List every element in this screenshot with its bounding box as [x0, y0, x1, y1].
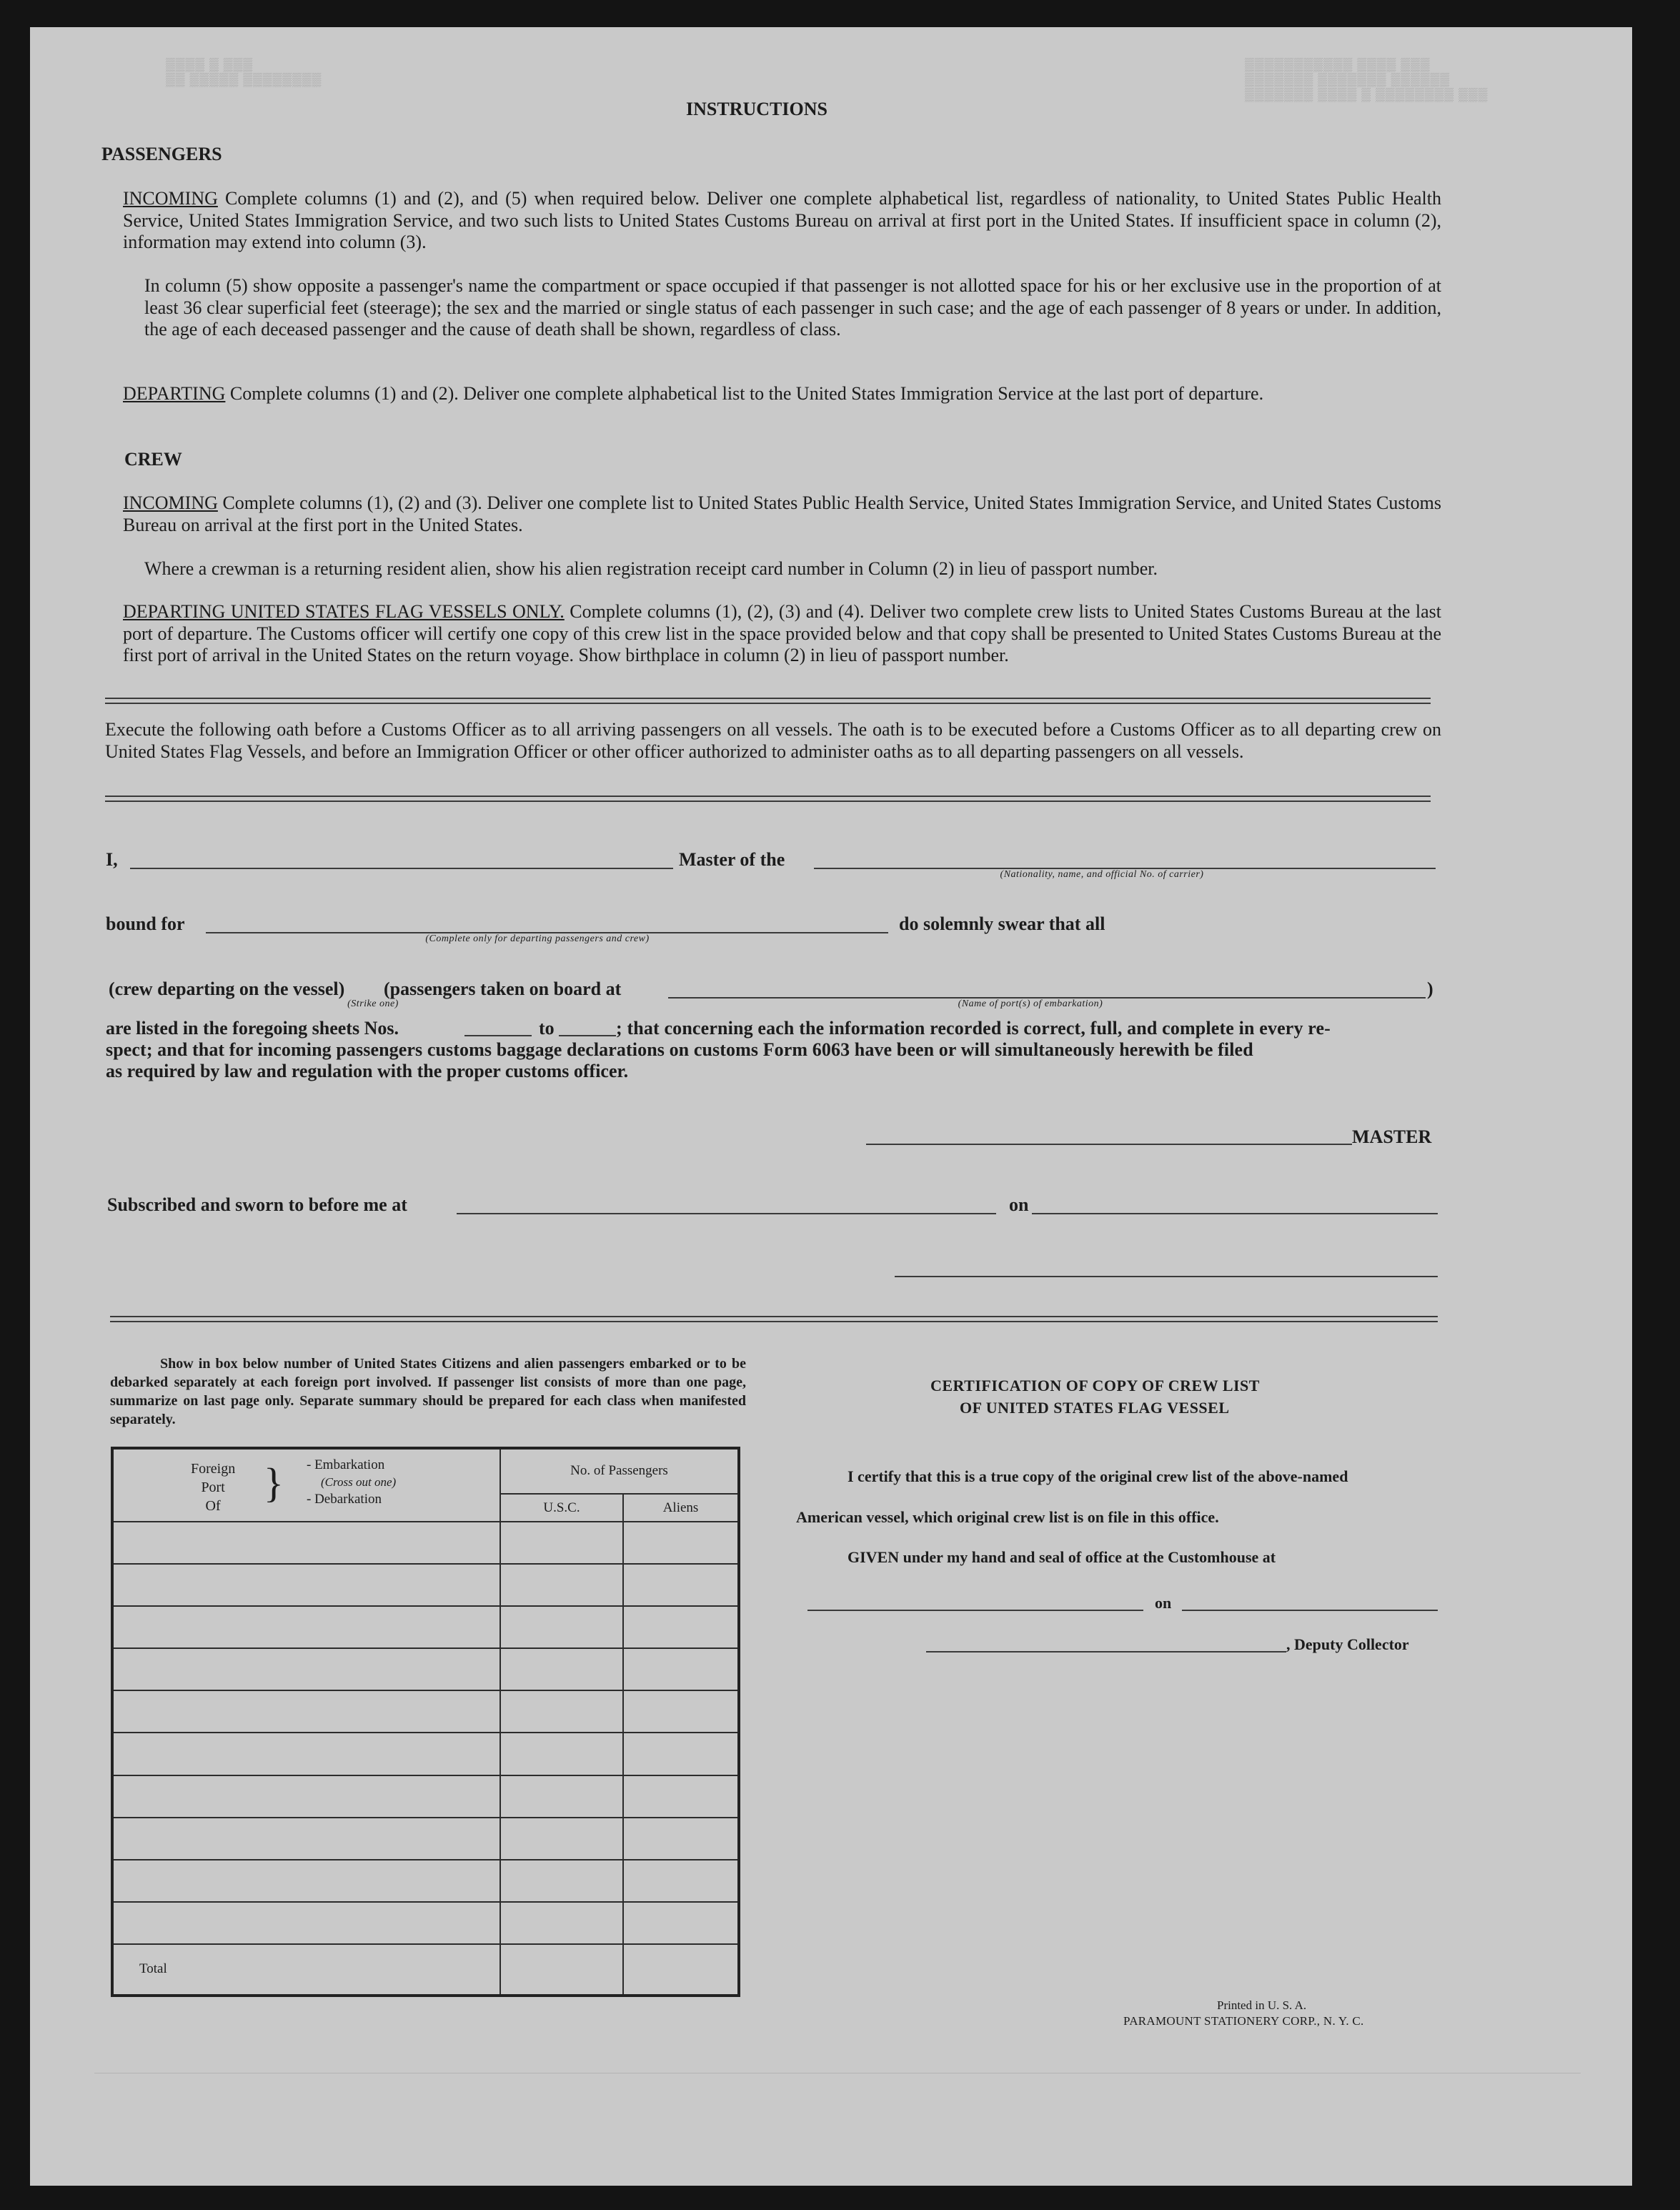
oath-i: I,	[106, 849, 118, 870]
passengers-taken-option: (passengers taken on board at	[384, 978, 622, 999]
certification-date-line[interactable]	[1182, 1610, 1438, 1611]
ports-caption: (Name of port(s) of embarkation)	[958, 999, 1103, 1009]
faint-stamp-left: ▒▒▒▒ ▒ ▒▒▒ ▒▒ ▒▒▒▒▒ ▒▒▒▒▒▒▒▒	[166, 57, 322, 86]
carrier-caption: (Nationality, name, and official No. of carrier)	[1000, 869, 1204, 880]
master-name-line[interactable]	[130, 868, 673, 869]
column5-paragraph: In column (5) show opposite a passenger's name the compartment or space occupied if that passenger is not allotted space for his or her exclusive use in the proportion of at least 36 clear superficial feet (steerage); the sex and the married or single status of each passenger in such case; and the age of each passenger of 8 years or under. In addition, the age of each deceased passenger and the cause of death shall be shown, regardless of class.	[144, 275, 1441, 340]
table-row[interactable]	[112, 1564, 739, 1606]
crew-heading: CREW	[124, 449, 182, 470]
listed-line-3: spect; and that for incoming passengers customs baggage declarations on customs Form 6063 have been or will simultaneously herewith be filed	[106, 1039, 1253, 1060]
deputy-collector-label: , Deputy Collector	[1286, 1635, 1409, 1653]
foreign-label: Foreign	[191, 1461, 236, 1477]
certification-text-2: American vessel, which original crew list is on file in this office.	[796, 1508, 1219, 1526]
passengers-departing-text: Complete columns (1) and (2). Deliver one complete alphabetical list to the United States Immigration Service at the last port of departure.	[229, 383, 1264, 404]
summary-instructions: Show in box below number of United States Citizens and alien passengers embarked or to be debarked separately at each foreign port involved. If passenger list consists of more than one page, summarize on last page only. Separate summary should be prepared for each class when manifested separately.	[110, 1356, 746, 1427]
crew-departing-paragraph	[123, 601, 1441, 667]
port-header-cell	[112, 1448, 500, 1522]
listed-line-2: ; that concerning each the information recorded is correct, full, and complete in every re-	[616, 1018, 1331, 1039]
usc-header: U.S.C.	[500, 1494, 623, 1522]
faint-stamp-right: ▒▒▒▒▒▒▒▒▒▒▒ ▒▒▒▒ ▒▒▒ ▒▒▒▒▒▒▒ ▒▒▒▒▒▒▒ ▒▒▒▒▒▒ ▒▒▒▒▒▒▒ ▒▒▒▒ ▒ ▒▒▒▒▒▒▒▒ ▒▒▒	[1245, 57, 1488, 101]
passengers-departing-paragraph	[123, 383, 1441, 405]
passengers-incoming-text: Complete columns (1) and (2), and (5) when required below. Deliver one complete alphabetical list, regardless of nationality, to United States Public Health Service, United States Immigration Service, and two such lists to United States Customs Bureau on arrival at first port in the United States. If insufficient space in column (2), information may extend into column (3).	[123, 188, 1441, 252]
officer-signature-line[interactable]	[895, 1276, 1438, 1277]
table-row[interactable]	[112, 1775, 739, 1818]
bound-caption: (Complete only for departing passengers and crew)	[425, 933, 650, 944]
debarkation-label: - Debarkation	[307, 1492, 382, 1507]
crew-incoming-label: INCOMING	[123, 492, 218, 513]
total-label: Total	[112, 1944, 500, 1996]
subscribed-label: Subscribed and sworn to before me at	[107, 1194, 407, 1215]
aliens-header: Aliens	[623, 1494, 739, 1522]
divider-top	[105, 698, 1431, 704]
table-row[interactable]	[112, 1522, 739, 1564]
sworn-on-label: on	[1009, 1194, 1029, 1215]
of-label: Of	[205, 1498, 221, 1515]
crew-departing-option: (crew departing on the vessel)	[109, 978, 345, 999]
table-row[interactable]	[112, 1733, 739, 1775]
certification-text-1: I certify that this is a true copy of the original crew list of the above-named	[848, 1467, 1348, 1485]
table-row[interactable]	[112, 1690, 739, 1733]
oath-intro: Execute the following oath before a Customs Officer as to all arriving passengers on all vessels. The oath is to be executed before a Customs Officer as to all departing crew on United States Flag Vessels, and before an Immigration Officer or other officer authorized to administer oaths as to all departing passengers on all vessels.	[105, 719, 1441, 762]
master-of-the-label: Master of the	[679, 849, 785, 870]
passenger-summary-table	[111, 1447, 740, 1997]
swear-label: do solemnly swear that all	[899, 913, 1105, 934]
listed-to-label: to	[539, 1018, 555, 1039]
deputy-collector-line[interactable]	[926, 1651, 1286, 1652]
certification-title-1: CERTIFICATION OF COPY OF CREW LIST	[930, 1377, 1260, 1394]
sworn-date-line[interactable]	[1032, 1213, 1438, 1214]
sworn-at-line[interactable]	[457, 1213, 996, 1214]
passengers-departing-label: DEPARTING	[123, 383, 226, 404]
certification-title-2: OF UNITED STATES FLAG VESSEL	[960, 1399, 1230, 1417]
certification-on: on	[1155, 1594, 1172, 1612]
crew-alien-paragraph: Where a crewman is a returning resident alien, show his alien registration receipt card number in Column (2) in lieu of passport number.	[144, 558, 1158, 579]
cross-out-label: (Cross out one)	[321, 1475, 397, 1490]
bound-for-label: bound for	[106, 913, 185, 934]
divider-bottom	[110, 1316, 1438, 1322]
passengers-heading: PASSENGERS	[101, 144, 222, 164]
no-of-passengers-header: No. of Passengers	[500, 1448, 739, 1494]
listed-line-4: as required by law and regulation with the proper customs officer.	[106, 1061, 629, 1081]
total-row[interactable]	[112, 1944, 739, 1996]
divider-oath	[105, 796, 1431, 802]
listed-sheets-label: are listed in the foregoing sheets Nos.	[106, 1018, 399, 1039]
passengers-incoming-label: INCOMING	[123, 188, 218, 209]
table-row[interactable]	[112, 1606, 739, 1648]
table-row[interactable]	[112, 1860, 739, 1902]
port-label: Port	[201, 1480, 225, 1496]
form-page	[30, 27, 1632, 2186]
table-row[interactable]	[112, 1818, 739, 1860]
sheet-from-line[interactable]	[464, 1035, 532, 1036]
embarkation-label: - Embarkation	[307, 1457, 385, 1473]
crew-departing-text: Complete columns (1), (2), (3) and (4). Deliver two complete crew lists to United States Customs Bureau at the last port of departure. The Customs officer will certify one copy of this crew list in the space provided below and that copy shall be presented to United States Customs Bureau at the first port of arrival in the United States on the return voyage. Show birthplace in column (2) in lieu of passport number.	[123, 601, 1442, 665]
table-row[interactable]	[112, 1648, 739, 1690]
crew-departing-label: DEPARTING UNITED STATES FLAG VESSELS ONLY.	[123, 601, 565, 622]
close-paren: )	[1427, 978, 1433, 999]
certification-given: GIVEN under my hand and seal of office at the Customhouse at	[848, 1548, 1276, 1566]
crew-incoming-text: Complete columns (1), (2) and (3). Deliver one complete list to United States Public Health Service, United States Immigration Service, and United States Customs Bureau on arrival at the first port in the United States.	[123, 492, 1442, 535]
printed-in-usa: Printed in U. S. A.	[1217, 1998, 1307, 2012]
master-label: MASTER	[1352, 1126, 1432, 1147]
page-title: INSTRUCTIONS	[686, 99, 827, 119]
passengers-incoming-paragraph	[123, 188, 1441, 254]
strike-caption: (Strike one)	[347, 999, 399, 1009]
brace-icon: }	[264, 1460, 284, 1507]
customhouse-line[interactable]	[807, 1610, 1143, 1611]
printer-name: PARAMOUNT STATIONERY CORP., N. Y. C.	[1123, 2014, 1364, 2028]
table-row[interactable]	[112, 1902, 739, 1944]
sheet-to-line[interactable]	[559, 1035, 616, 1036]
crew-incoming-paragraph	[123, 492, 1441, 536]
master-signature-line[interactable]	[866, 1144, 1352, 1145]
